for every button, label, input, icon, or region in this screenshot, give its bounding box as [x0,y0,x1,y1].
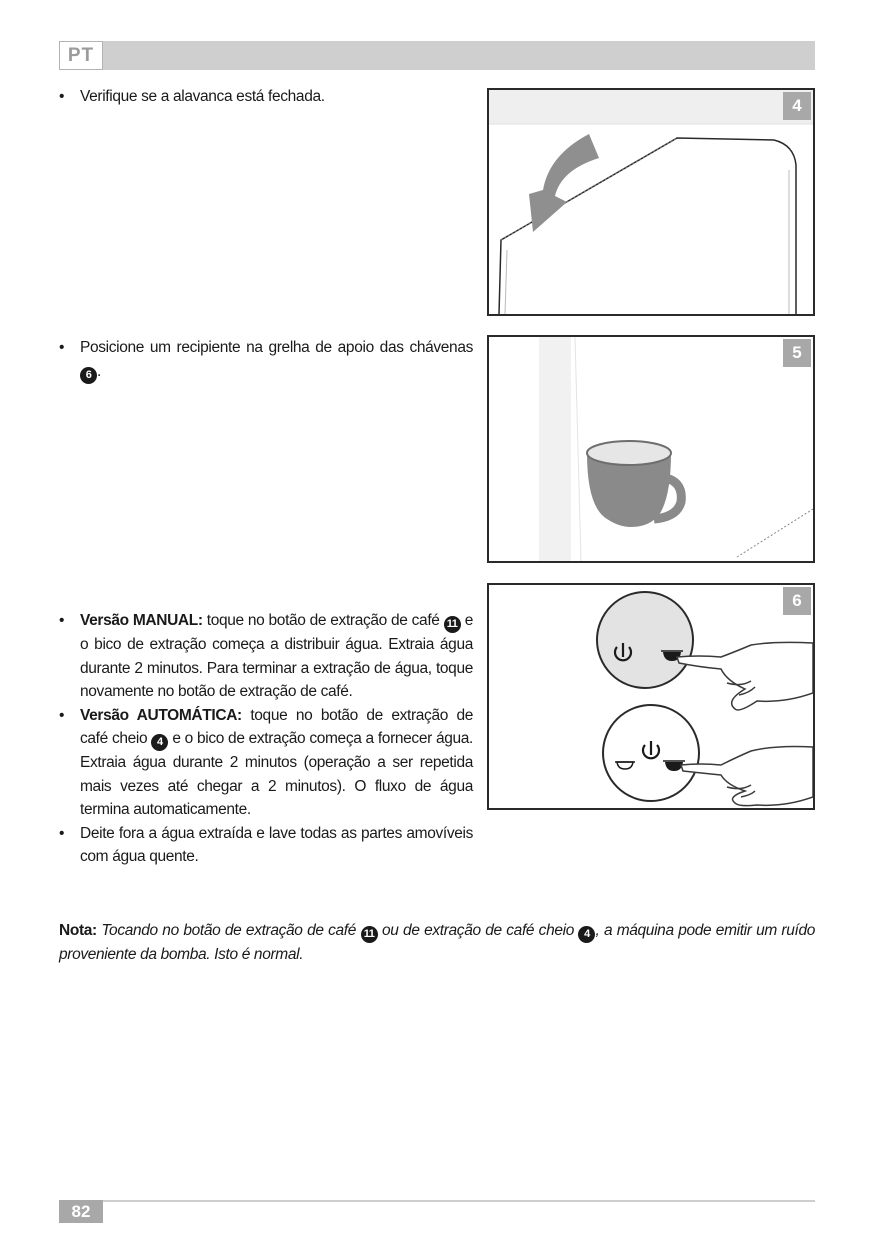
figure-4-lever [487,88,815,316]
note-paragraph [59,919,815,967]
reference-number: 6 [80,367,97,384]
pointing-hand-icon [677,642,813,710]
note-text: Tocando no botão de extração de café [96,922,361,939]
bullet: • [59,339,65,356]
reference-number: 4 [578,926,595,943]
figure-5-cup [487,335,815,563]
footer-line [59,1200,815,1202]
bullet: • [59,706,65,724]
list-item [59,336,473,384]
header-bar [59,41,815,70]
reference-number: 11 [444,616,461,633]
curved-arrow-icon [529,134,599,232]
cup-illustration [489,337,813,561]
figure-number: 4 [783,92,811,120]
list-item [59,704,473,822]
page-number: 82 [59,1200,103,1223]
version-label: Versão MANUAL: [80,612,203,629]
instruction-text: toque no botão de extração de café cheio [80,706,473,747]
pointing-hand-icon [681,747,813,806]
lever-illustration [489,90,813,314]
bullet: • [59,88,65,105]
instruction-text: e o bico de extração começa a distribuir água. Extraia água durante 2 minutos. Para terminar a extração de água, toque novamente no botão de extração de café. [80,612,473,700]
list-item [59,609,473,704]
section-6-text [59,609,473,869]
instruction-tail: . [97,362,101,380]
list-item [59,822,473,869]
note-label: Nota: [59,922,97,939]
instruction-text: Deite fora a água extraída e lave todas as partes amovíveis com água quente. [80,824,473,865]
reference-number: 11 [361,926,378,943]
language-tag: PT [59,41,103,70]
instruction-text: Posicione um recipiente na grelha de apoio das chávenas [80,339,473,356]
reference-number: 4 [151,734,168,751]
coffee-cup-icon [587,441,681,527]
bullet: • [59,612,65,629]
figure-number: 5 [783,339,811,367]
figure-number: 6 [783,587,811,615]
instruction-text: toque no botão de extração de café [202,612,444,629]
control-panel-illustration [489,585,813,808]
bullet: • [59,824,65,842]
note-text: , a máquina pode emitir um ruído proveniente da bomba. Isto é normal. [59,922,815,963]
list-item [59,85,473,109]
instruction-text: Verifique se a alavanca está fechada. [80,88,325,105]
note-text: ou de extração de café cheio [377,922,579,939]
figure-6-buttons [487,583,815,810]
instruction-text: e o bico de extração começa a fornecer água. Extraia água durante 2 minutos (operação a ser repetida mais vezes até chegar a 2 minutos). O fluxo de água termina automaticamente. [80,730,473,818]
version-label: Versão AUTOMÁTICA: [80,706,242,724]
section-5-text [59,336,473,384]
section-4-text [59,85,473,109]
